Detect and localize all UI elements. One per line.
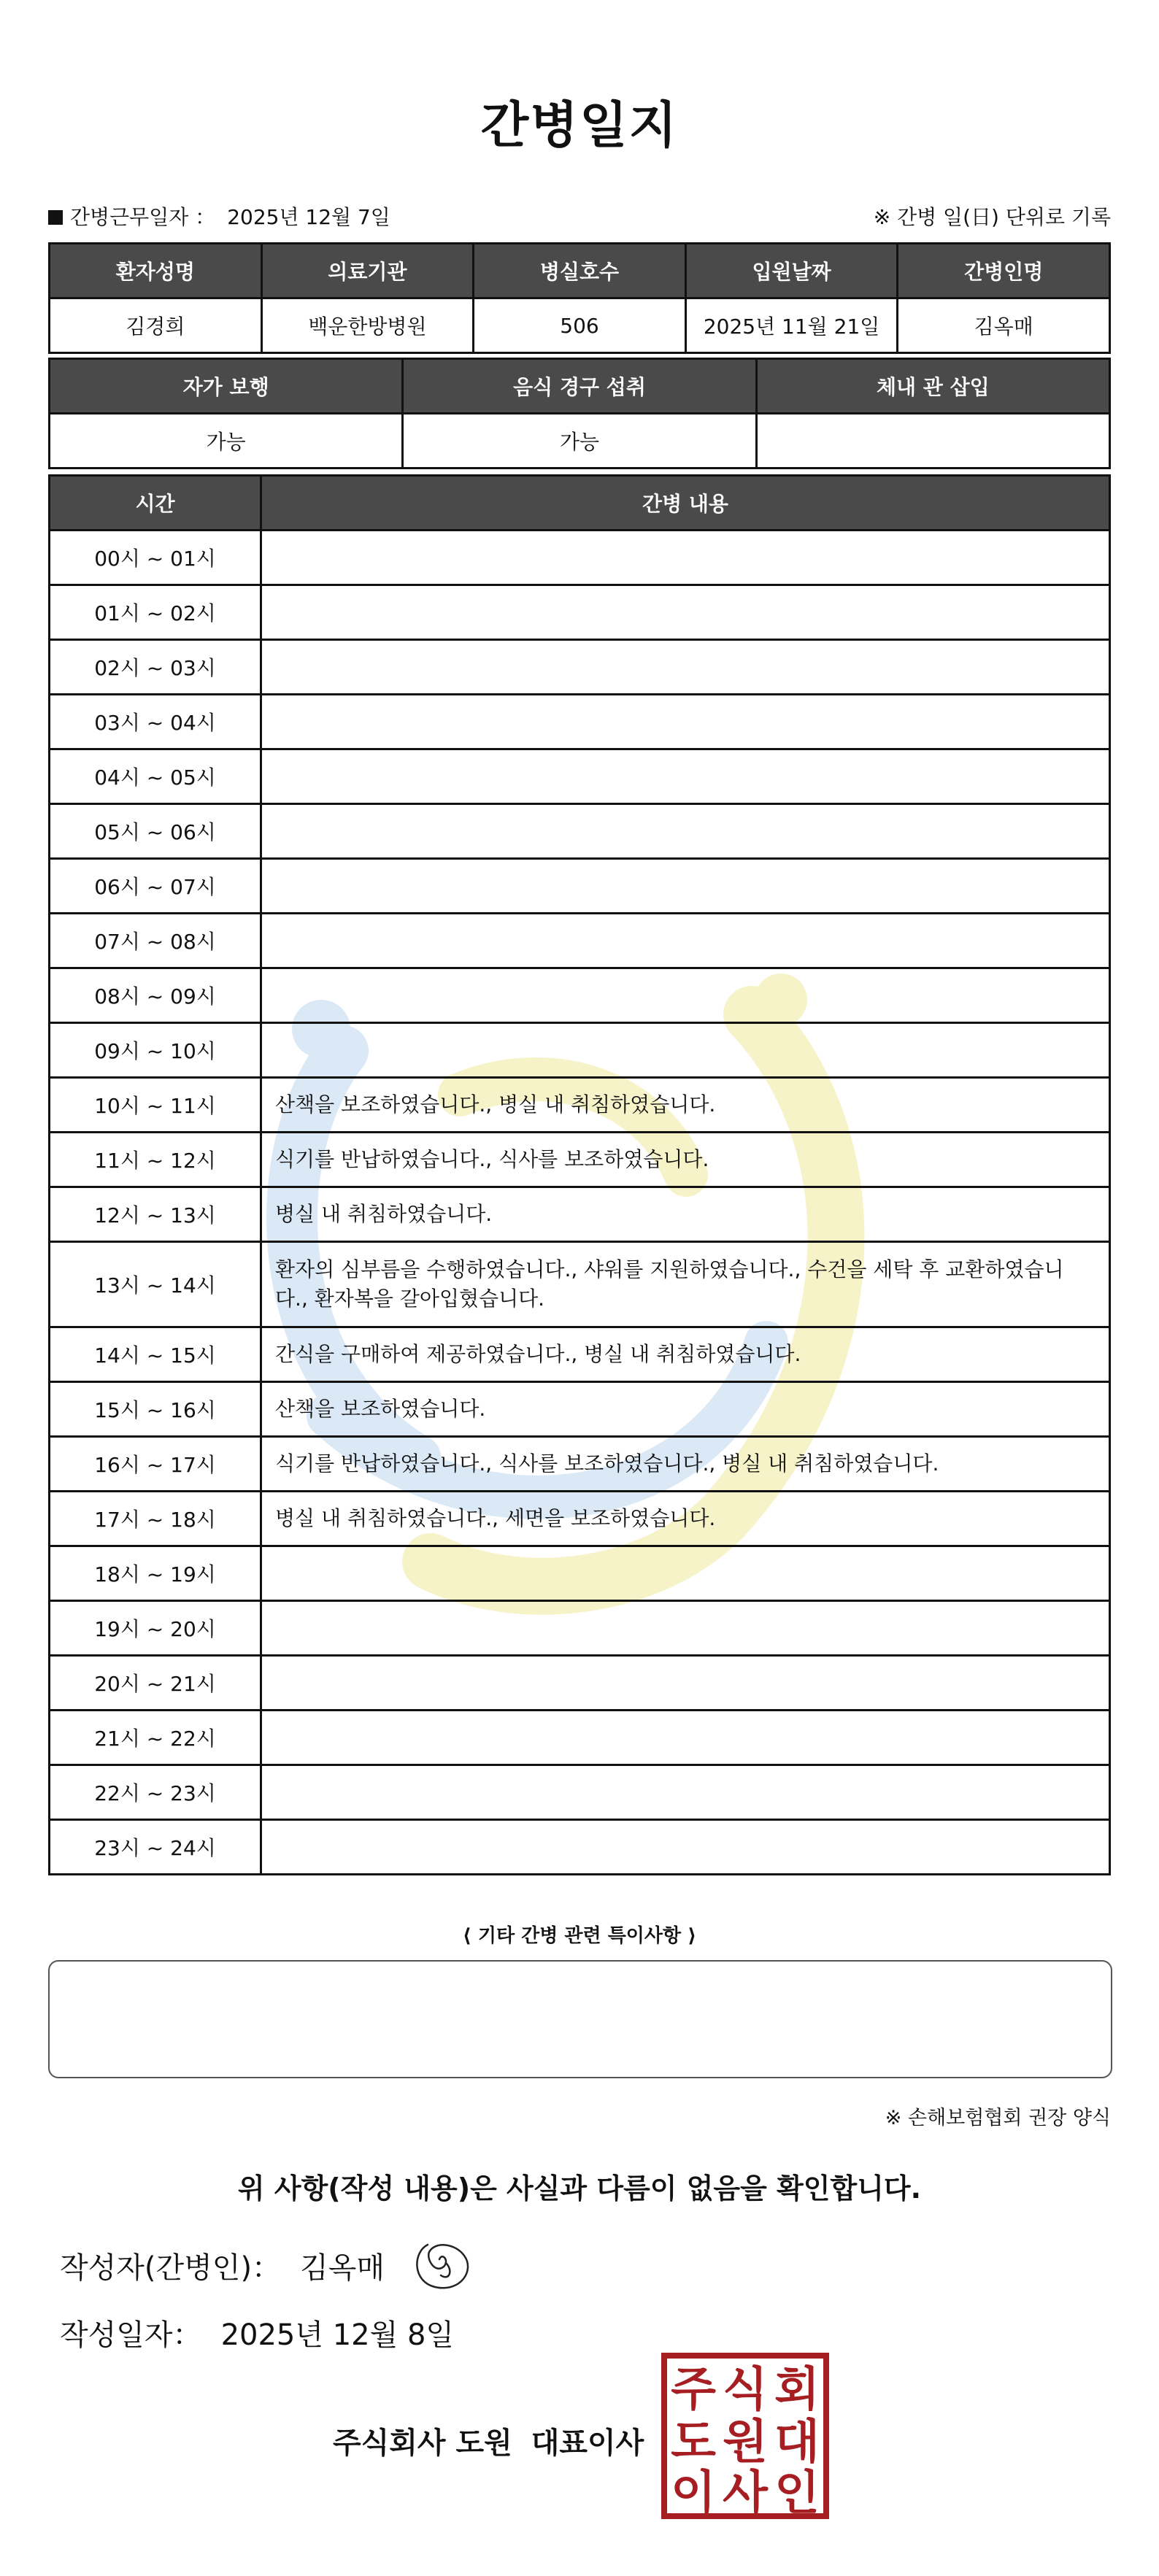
work-date-label: 간병근무일자 ： bbox=[70, 205, 216, 229]
log-row bbox=[50, 859, 1110, 914]
log-row bbox=[50, 640, 1110, 695]
log-time: 08시 ~ 09시 bbox=[50, 968, 261, 1023]
log-time: 07시 ~ 08시 bbox=[50, 914, 261, 968]
work-date-value: 2025년 12월 7일 bbox=[227, 205, 390, 229]
log-content bbox=[261, 640, 1110, 695]
log-content: 식기를 반납하였습니다., 식사를 보조하였습니다. bbox=[261, 1133, 1110, 1187]
writer-label: 작성자(간병인)： bbox=[60, 2251, 282, 2285]
tube-insertion-value bbox=[756, 414, 1109, 468]
log-content bbox=[261, 968, 1110, 1023]
log-content bbox=[261, 1601, 1110, 1656]
log-content: 산책을 보조하였습니다. bbox=[261, 1382, 1110, 1437]
log-row bbox=[50, 531, 1110, 585]
caregiver-name: 김옥매 bbox=[898, 298, 1110, 353]
log-time: 21시 ~ 22시 bbox=[50, 1711, 261, 1765]
header-oral-intake: 음식 경구 섭취 bbox=[403, 359, 756, 414]
log-content bbox=[261, 585, 1110, 640]
log-row bbox=[50, 749, 1110, 804]
daily-record-note: ※ 간병 일(日) 단위로 기록 bbox=[873, 205, 1111, 229]
square-bullet-icon bbox=[48, 210, 63, 225]
log-row bbox=[50, 804, 1110, 859]
log-content bbox=[261, 531, 1110, 585]
log-row bbox=[50, 1133, 1110, 1187]
log-time: 09시 ~ 10시 bbox=[50, 1023, 261, 1078]
room-number: 506 bbox=[474, 298, 686, 353]
log-content bbox=[261, 1546, 1110, 1601]
log-time: 12시 ~ 13시 bbox=[50, 1187, 261, 1242]
log-content bbox=[261, 859, 1110, 914]
written-date-label: 작성일자： bbox=[60, 2318, 202, 2352]
admission-date: 2025년 11월 21일 bbox=[685, 298, 898, 353]
log-content bbox=[261, 914, 1110, 968]
svg-text:식: 식 bbox=[723, 2363, 768, 2417]
log-time: 15시 ~ 16시 bbox=[50, 1382, 261, 1437]
form-source-note: ※ 손해보험협회 권장 양식 bbox=[885, 2107, 1111, 2129]
company-name: 주식회사 도원 bbox=[333, 2426, 512, 2460]
header-time: 시간 bbox=[50, 476, 261, 531]
log-time: 01시 ~ 02시 bbox=[50, 585, 261, 640]
log-time: 20시 ~ 21시 bbox=[50, 1656, 261, 1711]
log-time: 04시 ~ 05시 bbox=[50, 749, 261, 804]
log-row bbox=[50, 1327, 1110, 1382]
remarks-title: ⟨ 기타 간병 관련 특이사항 ⟩ bbox=[462, 1925, 697, 1947]
self-walking-value: 가능 bbox=[50, 414, 403, 468]
header-row bbox=[50, 359, 1110, 414]
log-time: 02시 ~ 03시 bbox=[50, 640, 261, 695]
document-title: 간병일지 bbox=[480, 97, 679, 155]
log-row bbox=[50, 1765, 1110, 1820]
log-time: 14시 ~ 15시 bbox=[50, 1327, 261, 1382]
header-care-content: 간병 내용 bbox=[261, 476, 1110, 531]
log-time: 22시 ~ 23시 bbox=[50, 1765, 261, 1820]
log-content bbox=[261, 1765, 1110, 1820]
log-time: 06시 ~ 07시 bbox=[50, 859, 261, 914]
svg-text:원: 원 bbox=[723, 2415, 768, 2469]
log-content bbox=[261, 1023, 1110, 1078]
svg-text:회: 회 bbox=[774, 2363, 820, 2417]
header-row bbox=[50, 476, 1110, 531]
written-date-line bbox=[60, 2312, 454, 2353]
log-content bbox=[261, 804, 1110, 859]
svg-text:대: 대 bbox=[774, 2415, 820, 2469]
log-content: 간식을 구매하여 제공하였습니다., 병실 내 취침하였습니다. bbox=[261, 1327, 1110, 1382]
company-seal-icon bbox=[661, 2353, 829, 2519]
log-content: 산책을 보조하였습니다., 병실 내 취침하였습니다. bbox=[261, 1078, 1110, 1133]
patient-info-table bbox=[48, 242, 1111, 354]
log-row bbox=[50, 1546, 1110, 1601]
log-time: 13시 ~ 14시 bbox=[50, 1242, 261, 1327]
log-time: 10시 ~ 11시 bbox=[50, 1078, 261, 1133]
writer-name: 김옥매 bbox=[300, 2251, 385, 2285]
value-row bbox=[50, 298, 1110, 353]
log-row bbox=[50, 1023, 1110, 1078]
svg-text:이: 이 bbox=[671, 2467, 716, 2519]
log-content bbox=[261, 1711, 1110, 1765]
log-row bbox=[50, 585, 1110, 640]
log-row bbox=[50, 1242, 1110, 1327]
log-row bbox=[50, 1820, 1110, 1875]
written-date-value: 2025년 12월 8일 bbox=[220, 2318, 455, 2352]
log-row bbox=[50, 968, 1110, 1023]
log-content: 병실 내 취침하였습니다., 세면을 보조하였습니다. bbox=[261, 1492, 1110, 1546]
log-time: 03시 ~ 04시 bbox=[50, 695, 261, 749]
log-time: 00시 ~ 01시 bbox=[50, 531, 261, 585]
log-row bbox=[50, 1187, 1110, 1242]
log-content: 식기를 반납하였습니다., 식사를 보조하였습니다., 병실 내 취침하였습니다. bbox=[261, 1437, 1110, 1492]
log-time: 23시 ~ 24시 bbox=[50, 1820, 261, 1875]
header-caregiver-name: 간병인명 bbox=[898, 244, 1110, 298]
writer-line bbox=[60, 2245, 385, 2286]
patient-status-table bbox=[48, 358, 1111, 469]
svg-text:사: 사 bbox=[723, 2467, 768, 2519]
log-row bbox=[50, 1078, 1110, 1133]
log-time: 11시 ~ 12시 bbox=[50, 1133, 261, 1187]
hospital-name: 백운한방병원 bbox=[261, 298, 474, 353]
value-row bbox=[50, 414, 1110, 468]
patient-name: 김경희 bbox=[50, 298, 262, 353]
log-row bbox=[50, 1437, 1110, 1492]
company-title: 대표이사 bbox=[531, 2426, 644, 2460]
svg-text:도: 도 bbox=[671, 2415, 716, 2469]
header-tube-insertion: 체내 관 삽입 bbox=[756, 359, 1109, 414]
log-row bbox=[50, 1492, 1110, 1546]
log-time: 16시 ~ 17시 bbox=[50, 1437, 261, 1492]
oral-intake-value: 가능 bbox=[403, 414, 756, 468]
log-row bbox=[50, 1656, 1110, 1711]
log-content bbox=[261, 749, 1110, 804]
svg-text:인: 인 bbox=[774, 2467, 820, 2519]
header-self-walking: 자가 보행 bbox=[50, 359, 403, 414]
log-content bbox=[261, 1820, 1110, 1875]
header-patient-name: 환자성명 bbox=[50, 244, 262, 298]
signature-icon bbox=[406, 2230, 479, 2296]
log-time: 05시 ~ 06시 bbox=[50, 804, 261, 859]
log-rows bbox=[50, 531, 1110, 1875]
log-row bbox=[50, 1382, 1110, 1437]
log-row bbox=[50, 1601, 1110, 1656]
work-date-line bbox=[48, 201, 390, 231]
header-row bbox=[50, 244, 1110, 298]
header-room-number: 병실호수 bbox=[474, 244, 686, 298]
log-content: 병실 내 취침하였습니다. bbox=[261, 1187, 1110, 1242]
log-time: 18시 ~ 19시 bbox=[50, 1546, 261, 1601]
log-content bbox=[261, 695, 1110, 749]
log-content: 환자의 심부름을 수행하였습니다., 샤워를 지원하였습니다., 수건을 세탁 후 교환하였습니다., 환자복을 갈아입혔습니다. bbox=[261, 1242, 1110, 1327]
log-row bbox=[50, 914, 1110, 968]
confirmation-statement: 위 사항(작성 내용)은 사실과 다름이 없음을 확인합니다. bbox=[237, 2172, 922, 2205]
log-content bbox=[261, 1656, 1110, 1711]
remarks-box bbox=[48, 1960, 1112, 2078]
log-time: 17시 ~ 18시 bbox=[50, 1492, 261, 1546]
header-admission-date: 입원날짜 bbox=[685, 244, 898, 298]
company-line bbox=[333, 2420, 644, 2461]
hourly-care-log-table bbox=[48, 474, 1111, 1875]
svg-text:주: 주 bbox=[671, 2363, 716, 2417]
log-time: 19시 ~ 20시 bbox=[50, 1601, 261, 1656]
log-row bbox=[50, 695, 1110, 749]
log-row bbox=[50, 1711, 1110, 1765]
header-hospital: 의료기관 bbox=[261, 244, 474, 298]
